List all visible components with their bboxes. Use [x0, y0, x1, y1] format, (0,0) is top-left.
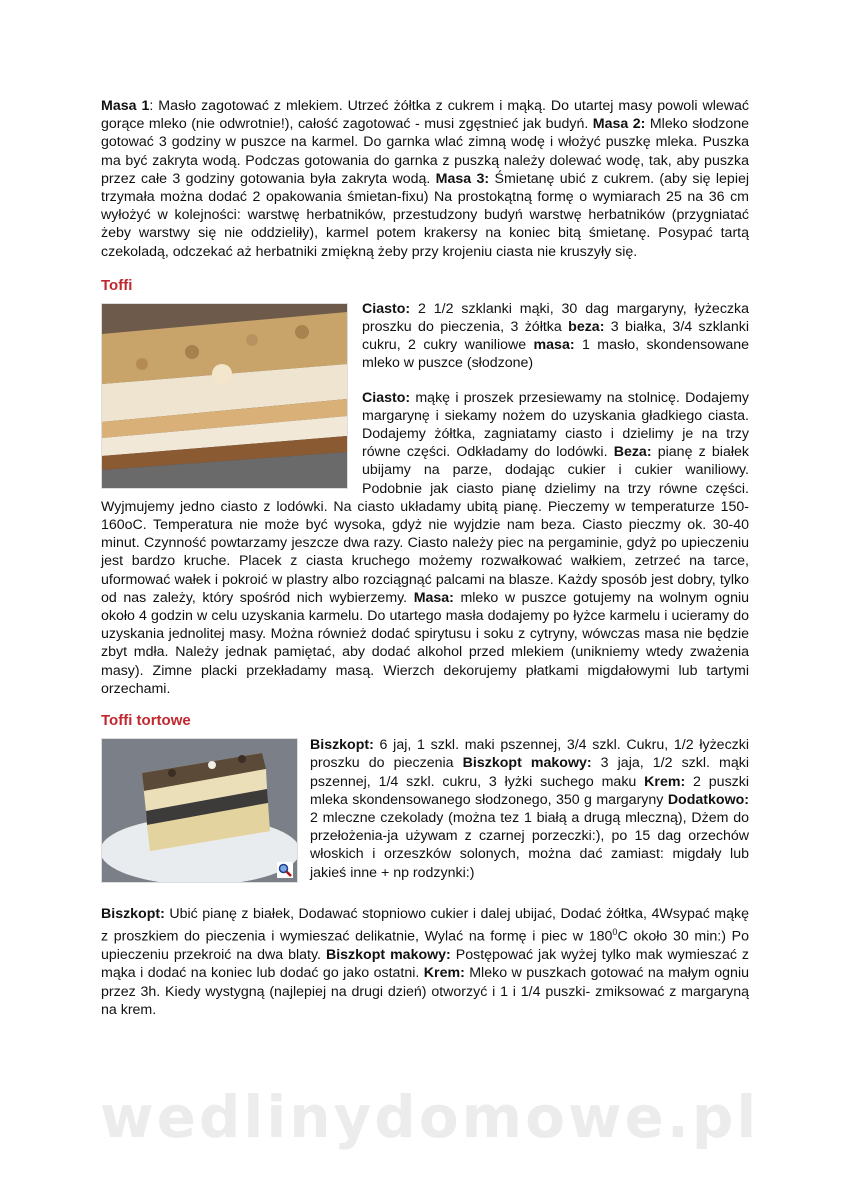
masa3-text: Śmietanę ubić z cukrem. (aby się lepiej trzymała można dodać 2 opakowania śmietan-fixu) Na prostokątną formę o wymiarach 25 na 36 cm wyłożyć w kolejności: warstwę herbatników, przestudzony budyń warstwę herbatników (przygniatać żeby warstwy się nie oddzieliły), karmel potem krakersy na koniec bitą śmietanę. Posypać tartą czekoladą, odczekać aż herbatniki zmiękną żeby przy krojeniu ciasta nie kruszyły się. [101, 170, 750, 260]
toffi-ciasto2-label: Ciasto: [362, 389, 411, 406]
tortowe-dod-label: Dodatkowo: [667, 791, 749, 808]
tortowe-biszkopt-text: 6 jaj, 1 szkl. maki pszennej, 3/4 szkl. Cukru, 1/2 łyżeczki proszku do pieczenia [310, 737, 749, 772]
toffi-tortowe-heading: Toffi tortowe [101, 712, 191, 730]
tortowe-krem2-label: Krem: [423, 965, 465, 982]
toffi-beza2-label: Beza: [613, 444, 652, 461]
toffi-cake-photo [101, 303, 348, 489]
toffi-beza-text: 3 białka, 3/4 szklanki cukru, 2 cukry waniliowe [362, 319, 749, 354]
watermark: wedlinydomowe.pl [100, 1083, 760, 1151]
toffi-masa2-text: mleko w puszce gotujemy na wolnym ogniu około 4 godzin w celu uzyskania karmelu. Do utartego masła dodajemy po łyżce karmelu i ucieramy do uzyskania jednolitej masy. Można również dodać spirytusu i soku z cytryny, wówczas masa nie będzie zbyt mdła. Należy jednak pamiętać, aby dodać alkohol przed mlekiem (unikniemy wtedy zważenia masy). Zimne placki przekładamy masą. Wierzch dekorujemy płatkami migdałowymi lub tartymi orzechami. [101, 589, 749, 697]
degree-superscript: 0 [612, 927, 618, 938]
masa2-label: Masa 2: [592, 116, 646, 133]
tortowe-bm-label: Biszkopt makowy: [462, 755, 592, 772]
tortowe-biszkopt-label: Biszkopt: [310, 737, 374, 754]
toffi-heading: Toffi [101, 276, 133, 294]
toffi-tortowe-photo [101, 738, 298, 883]
masa2-text: Mleko słodzone gotować 3 godziny w puszce na karmel. Do garnka wlać zimną wodę i włożyć puszkę mleka. Puszka ma być zakryta wodą. Podczas gotowania do garnka z puszką należy dolewać wodę, tak, aby puszka przez całe 3 godziny gotowania była zakryta wodą. [101, 116, 749, 187]
masa1-text: : Masło zagotować z mlekiem. Utrzeć żółtka z cukrem i mąką. Do utartej masy powoli wlewać gorące mleko (nie odwrotnie!), całość zagotować - musi zgęstnieć jak budyń. [101, 98, 749, 133]
toffi-cake-image [102, 304, 347, 488]
tortowe-bm2-text: Postępować jak wyżej tylko mak wymieszać z mąka i dodać na koniec lub dodać go jako ostatni. [101, 947, 750, 982]
toffi-masa-label: masa: [533, 337, 575, 354]
masa1-label: Masa 1 [101, 98, 150, 114]
spacer [101, 889, 749, 905]
tortowe-b2-text-a: Ubić pianę z białek, Dodawać stopniowo cukier i dalej ubijać, Dodać żółtka, 4Wsypać mąkę z proszkiem do pieczenia i wymieszać delikatnie, Wylać na formę i piec w 180 [101, 906, 749, 946]
tortowe-krem2-text: Mleko w puszkach gotować na małym ogniu przez 3h. Kiedy wystygną (najlepiej na drugi dzień) otworzyć i 1 i 1/4 puszki- zmiksować z margaryną na krem. [101, 965, 749, 1018]
tortowe-krem-label: Krem: [644, 773, 686, 790]
toffi-masa2-label: Masa: [413, 589, 454, 606]
toffi-ciasto-label: Ciasto: [362, 300, 411, 317]
toffi-ciasto-text: 2 1/2 szklanki mąki, 30 dag margaryny, łyżeczka proszku do pieczenia, 3 żółtka [362, 300, 749, 336]
tortowe-instructions [101, 905, 749, 1019]
toffi-beza-label: beza: [568, 319, 605, 336]
toffi-tortowe-image [102, 739, 297, 882]
tortowe-bm-text: 3 jaja, 1/2 szkl. mąki pszennej, 1/4 szkl. cukru, 3 łyżki suchego maku [310, 755, 749, 790]
toffi-ciasto2-text: mąkę i proszek przesiewamy na stolnicę. Dodajemy margarynę i siekamy nożem do uzyskania gładkiego ciasta. Dodajemy żółtka, zagniatamy ciasto i dzielimy je na trzy równe części. Odkładamy do lodówki. [362, 389, 749, 461]
tortowe-b2-text-b: C około 30 min:) Po upieczeniu przekroić na dwa blaty. [101, 929, 749, 964]
toffi-beza2-text: pianę z białek ubijamy na parze, dodając cukier i cukier waniliowy. Podobnie jak ciasto pianę dzielimy na trzy równe części. Wyjmujemy jedno ciasto z lodówki. Na ciasto układamy ubitą pianę. Pieczemy w temperaturze 150-160oC. Temperatura nie może być wysoka, gdyż nie wyjdzie nam beza. Ciasto pieczmy ok. 30-40 minut. Czynność powtarzamy jeszcze dwa razy. Ciasto należy piec na pergaminie, gdyż po upieczeniu jest bardzo kruche. Placek z ciasta kruchego możemy rozwałkować wałkiem, zetrzeć na tarce, uformować wałek i pokroić w plastry albo rozciągnąć palcami na blasze. Każdy sposób jest dobry, tylko od nas zależy, który spośród nich wybierzemy. [101, 444, 749, 606]
magnifier-icon[interactable] [277, 862, 293, 878]
tortowe-krem-text: 2 puszki mleka skondensowanego słodzonego, 350 g margaryny [310, 773, 749, 808]
tortowe-dod-text: 2 mleczne czekolady (można tez 1 białą a drugą mleczną), Dżem do przełożenia-ja używam z czarnej porzeczki:), po 15 dag orzechów włoskich i orzeszków solonych, można dać zamiast: migdały lub jakieś inne + np rodzynki:) [310, 809, 749, 881]
section-masa-text [101, 97, 749, 261]
masa3-label: Masa 3: [435, 170, 490, 187]
recipe-page [101, 97, 749, 1019]
toffi-masa-text: 1 masło, skondensowane mleko w puszce (słodzone) [362, 337, 749, 372]
tortowe-b2-label: Biszkopt: [101, 906, 165, 923]
tortowe-bm2-label: Biszkopt makowy: [325, 947, 451, 964]
